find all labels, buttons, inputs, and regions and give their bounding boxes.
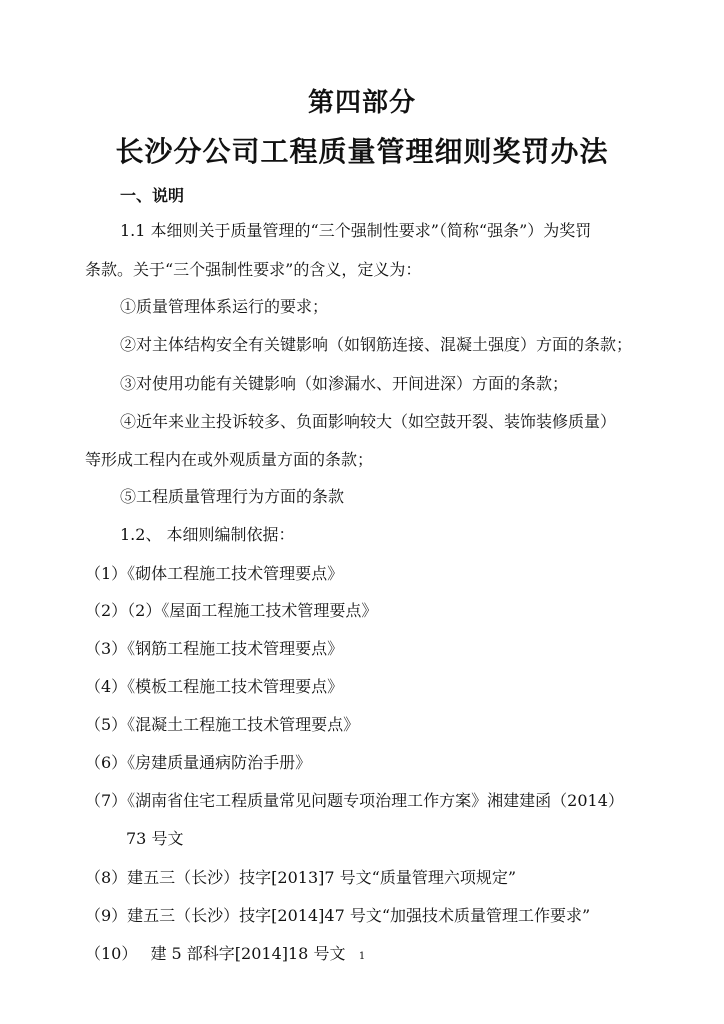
document-title: 长沙分公司工程质量管理细则奖罚办法 <box>115 135 609 168</box>
reference-3: （3）《钢筋工程施工技术管理要点》 <box>85 639 344 658</box>
paragraph-1-1-line-2: 条款。关于“三个强制性要求”的含义，定义为： <box>85 260 422 279</box>
page-number: 1 <box>358 951 366 962</box>
reference-6: （6）《房建质量通病防治手册》 <box>85 753 312 772</box>
reference-1: （1）《砌体工程施工技术管理要点》 <box>85 564 344 583</box>
definition-item-4-cont: 等形成工程内在或外观质量方面的条款； <box>85 450 374 469</box>
part-title: 第四部分 <box>307 88 416 118</box>
definition-item-4: ④近年来业主投诉较多、负面影响较大（如空鼓开裂、装饰装修质量） <box>120 412 617 431</box>
definition-item-3: ③对使用功能有关键影响（如渗漏水、开间进深）方面的条款； <box>120 374 569 393</box>
reference-9: （9）建五三（长沙）技字[2014]47 号文“加强技术质量管理工作要求” <box>85 906 591 925</box>
definition-item-2: ②对主体结构安全有关键影响（如钢筋连接、混凝土强度）方面的条款； <box>120 335 633 354</box>
paragraph-1-1-line-1: 1.1 本细则关于质量管理的“三个强制性要求”（简称“强条”）为奖罚 <box>120 221 592 240</box>
reference-10: （10） 建 5 部科字[2014]18 号文 <box>85 944 346 963</box>
reference-4: （4）《模板工程施工技术管理要点》 <box>85 677 344 696</box>
reference-7-cont: 73 号文 <box>126 829 184 848</box>
reference-5: （5）《混凝土工程施工技术管理要点》 <box>85 715 360 734</box>
reference-8: （8）建五三（长沙）技字[2013]7 号文“质量管理六项规定” <box>85 868 517 887</box>
definition-item-1: ①质量管理体系运行的要求； <box>120 297 329 316</box>
reference-7: （7）《湖南省住宅工程质量常见问题专项治理工作方案》湘建建函（2014） <box>85 791 624 810</box>
definition-item-5: ⑤工程质量管理行为方面的条款 <box>120 487 345 506</box>
paragraph-1-2: 1.2、 本细则编制依据： <box>120 525 295 544</box>
reference-2: （2）（2）《屋面工程施工技术管理要点》 <box>85 601 378 620</box>
section-heading: 一、说明 <box>120 186 185 205</box>
